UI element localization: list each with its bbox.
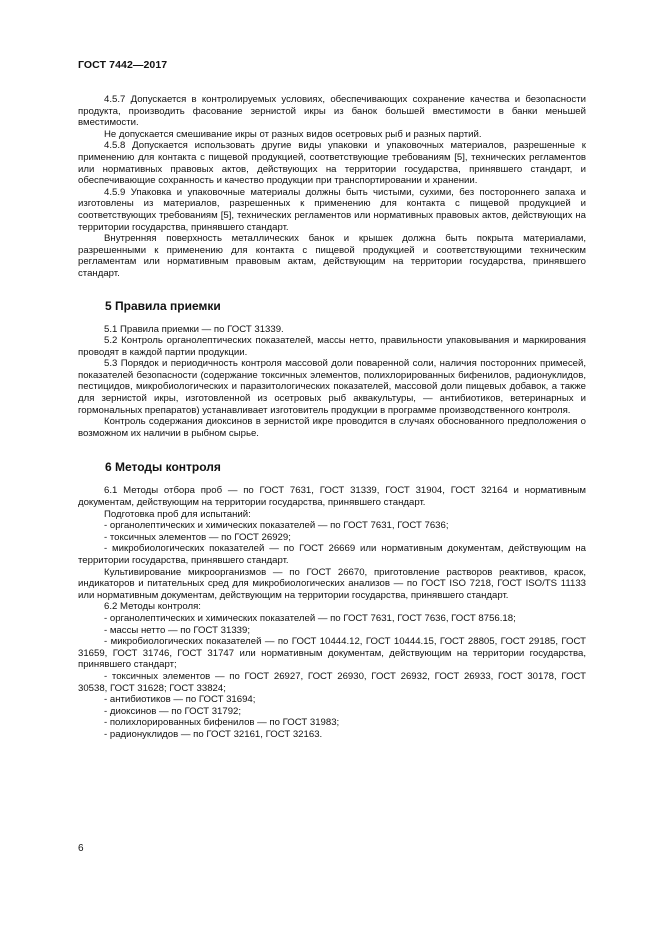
- list-item: - токсичных элементов — по ГОСТ 26927, ГОСТ 26930, ГОСТ 26932, ГОСТ 26933, ГОСТ 30178, ГОСТ 30538, ГОСТ 31628; ГОСТ 33824;: [78, 670, 586, 694]
- paragraph-5-2: 5.2 Контроль органолептических показателей, массы нетто, правильности упаковывания и маркирования проводят в каждой партии продукции.: [78, 335, 586, 358]
- section-5-title: 5 Правила приемки: [105, 298, 221, 313]
- paragraph-no-mixing: Не допускается смешивание икры от разных видов осетровых рыб и разных партий.: [104, 128, 482, 140]
- list-item: - токсичных элементов — по ГОСТ 26929;: [104, 531, 291, 543]
- page-content: [78, 94, 586, 741]
- paragraph-5-3: 5.3 Порядок и периодичность контроля массовой доли поваренной соли, наличия посторонних примесей, показателей безопасности (содержание токсичных элементов, полихлорированных бифенилов, радионуклидов, пестицидов, микробиологических и паразитологических показателей, массовой доли пищевых добавок, а также для зернистой икры, изготовленной из осетровых рыб аквакультуры, — антибиотиков, ветеринарных и гормональных препаратов) устанавливает изготовитель продукции в программе производственного контроля.: [78, 358, 586, 416]
- paragraph-6-1: 6.1 Методы отбора проб — по ГОСТ 7631, ГОСТ 31339, ГОСТ 31904, ГОСТ 32164 и нормативным документам, действующим на территории государства, принявшего стандарт.: [78, 485, 586, 509]
- paragraph-4-5-9: 4.5.9 Упаковка и упаковочные материалы должны быть чистыми, сухими, без постороннего запаха и изготовлены из материалов, разрешенных к применению для контакта с пищевой продукцией и соответствующих требованиям [5], технических регламентов или нормативных правовых актов, действующих на территории государства, принявшего стандарт.: [78, 186, 586, 233]
- list-item: - микробиологических показателей — по ГОСТ 26669 или нормативным документам, действующим на территории государства, принявшего стандарт.: [78, 543, 586, 566]
- document-header: ГОСТ 7442—2017: [78, 59, 168, 71]
- page-number: 6: [78, 843, 84, 854]
- list-item: - микробиологических показателей — по ГОСТ 10444.12, ГОСТ 10444.15, ГОСТ 28805, ГОСТ 29185, ГОСТ 31659, ГОСТ 31746, ГОСТ 31747 или нормативным документам, действующим на территории государства, принявшего стандарт;: [78, 636, 586, 671]
- list-item: - массы нетто — по ГОСТ 31339;: [104, 624, 250, 636]
- paragraph-dioxins-control: Контроль содержания диоксинов в зернистой икре проводится в случаях обоснованного предположения о возможном их наличии в рыбном сырье.: [78, 416, 586, 439]
- list-item: - полихлорированных бифенилов — по ГОСТ 31983;: [104, 717, 340, 729]
- list-item: - антибиотиков — по ГОСТ 31694;: [104, 694, 256, 706]
- paragraph-4-5-7: 4.5.7 Допускается в контролируемых условиях, обеспечивающих сохранение качества и безопасности продукта, производить фасование зернистой икры из банок большей вместимости в банки меньшей вместимости.: [78, 94, 586, 129]
- paragraph-inner-surface: Внутренняя поверхность металлических банок и крышек должна быть покрыта материалами, разрешенными к применению для контакта с пищевой продукцией и соответствующими техническим регламентам или нормативным правовым актам, действующим на территории государства, принявшего стандарт.: [78, 233, 586, 279]
- paragraph-cultivation: Культивирование микроорганизмов — по ГОСТ 26670, приготовление растворов реактивов, красок, индикаторов и питательных сред для микробиологических анализов — по ГОСТ ISO 7218, ГОСТ ISO/TS 11133 или нормативным документам, действующим на территории государства, принявшего стандарт.: [78, 566, 586, 601]
- paragraph-5-1: 5.1 Правила приемки — по ГОСТ 31339.: [104, 323, 284, 335]
- section-6-title: 6 Методы контроля: [105, 460, 221, 475]
- list-item: - органолептических и химических показателей — по ГОСТ 7631, ГОСТ 7636;: [104, 520, 449, 532]
- list-item: - радионуклидов — по ГОСТ 32161, ГОСТ 32163.: [104, 728, 323, 740]
- paragraph-sample-prep: Подготовка проб для испытаний:: [104, 508, 251, 520]
- paragraph-6-2: 6.2 Методы контроля:: [104, 601, 201, 613]
- list-item: - органолептических и химических показателей — по ГОСТ 7631, ГОСТ 7636, ГОСТ 8756.18;: [104, 612, 516, 624]
- paragraph-4-5-8: 4.5.8 Допускается использовать другие виды упаковки и упаковочных материалов, разрешенные к применению для контакта с пищевой продукцией, соответствующие требованиям [5], технических регламентов или нормативных правовых актов, действующих на территории государства, принявшего стандарт, и обеспечивающие сохранность и качество продукции при транспортировании и хранении.: [78, 140, 586, 187]
- list-item: - диоксинов — по ГОСТ 31792;: [104, 705, 242, 717]
